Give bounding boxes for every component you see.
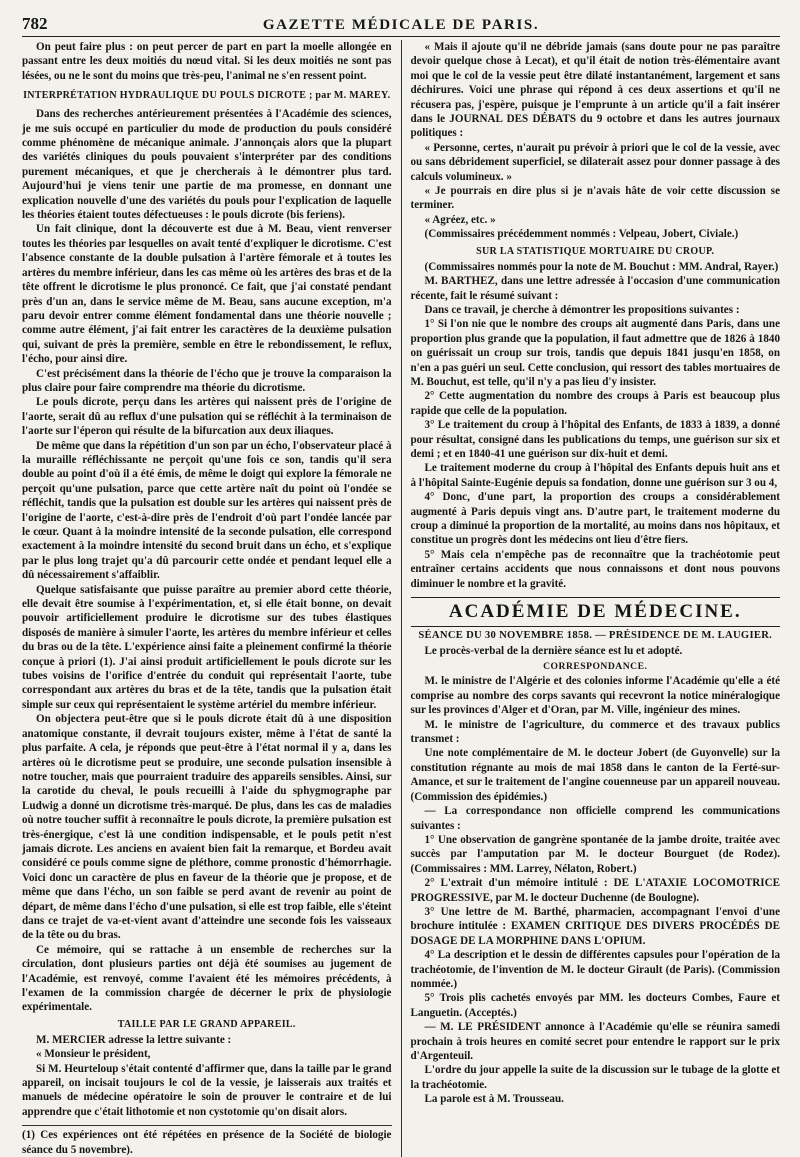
correspondance-item: 3° Une lettre de M. Barthé, pharmacien, accompagnant l'envoi d'une brochure intitulée : EXAMEN CRITIQUE DES DIVERS PROCÉDÉS DE DOSAGE DE LA MORPHINE DANS L'OPIUM.	[410, 905, 780, 947]
marey-paragraph: Ce mémoire, qui se rattache à un ensemble de recherches sur la circulation, dont plusieurs parties ont déjà été soumises au jugement de l'Académie, est renvoyé, comme l'avaient été les mémoires précédents, à l'examen de la commission chargée de décerner le prix de physiologie expérimentale.	[22, 943, 392, 1014]
croup-paragraph: 2° Cette augmentation du nombre des croups à Paris est beaucoup plus rapide que celle de la population.	[410, 390, 780, 417]
croup-paragraph: Le traitement moderne du croup à l'hôpital des Enfants depuis huit ans et à l'hôpital Sainte-Eugénie depuis sa fondation, donne une guérison sur 3 ou 4,	[410, 462, 780, 489]
correspondance-item: — M. LE PRÉSIDENT annonce à l'Académie qu'elle se réunira samedi prochain à trois heures en comité secret pour entendre le rapport sur le prix d'Argenteuil.	[410, 1021, 780, 1062]
two-columns	[22, 40, 780, 1157]
footnote	[22, 1125, 392, 1157]
intro-paragraph: On peut faire plus : on peut percer de part en part la moelle allongée en passant entre les deux moitiés du nœud vital. Si les deux moitiés ne sont pas lésées, ou ne le sont du moins que très-peu, l'animal ne s'en ressent point.	[22, 41, 392, 82]
croup-paragraph: Dans ce travail, je cherche à démontrer les propositions suivantes :	[424, 303, 740, 316]
correspondance-heading: CORRESPONDANCE.	[543, 661, 648, 673]
marey-paragraph: Quelque satisfaisante que puisse paraître au premier abord cette théorie, elle devait être soumise à l'expérimentation, et, si elle était bonne, on devait pouvoir artificiellement produire le dicrotisme sur des tubes élastiques disposés de manière à simuler l'aorte, les artères du membre inférieur et celles du bras ou de la tête. L'expérience ainsi faite a pleinement confirmé la théorie conçue à priori (1). J'ai ainsi produit artificiellement le pouls dicrote sur les tubes voisins de l'orifice d'entrée du conduit qui représentait l'aorte, tube correspondant aux artères du bras et de la tête, tandis que la pulsation était simple sur ceux qui représentaient le système artériel du membre inférieur.	[22, 583, 392, 711]
correspondance-item: La parole est à M. Trousseau.	[424, 1093, 564, 1106]
correspondance-item: 5° Trois plis cachetés envoyés par MM. les docteurs Combes, Faure et Languetin. (Acceptés.)	[410, 992, 780, 1019]
academy-heading: ACADÉMIE DE MÉDECINE.	[411, 597, 781, 627]
correspondance-item: 2° L'extrait d'un mémoire intitulé : DE L'ATAXIE LOCOMOTRICE PROGRESSIVE, par M. le docteur Duchenne (de Boulogne).	[410, 877, 780, 904]
article-title-taille: TAILLE PAR LE GRAND APPAREIL.	[117, 1018, 296, 1030]
croup-paragraph: 5° Mais cela n'empêche pas de reconnaître que la trachéotomie peut entraîner certains accidents que nous connaissons et dont nous pouvons diminuer le nombre et la gravité.	[410, 548, 780, 590]
marey-paragraph: De même que dans la répétition d'un son par un écho, l'observateur placé à la muraille réfléchissante ne perçoit qu'une fois ce son, tandis qu'il sera double au point d'où il a été émis, de même le doigt qui explore la fémorale ne perçoit qu'une pulsation, parce que cette artère naît du point où l'ondée se réfléchit, tandis que la pulsation est double sur les artères qui naissent près de l'origine de l'aorte, c'est-à-dire près de l'endroit d'où part l'ondée lancée par le cœur. Quant à la moindre intensité de la seconde pulsation, elle correspond exactement à la moindre intensité du second bruit dans un écho, et s'explique par le plus long trajet qu'a dû parcourir cette ondée et pendant lequel elle a dû nécessairement s'affaiblir.	[22, 439, 392, 582]
left-column	[22, 40, 402, 1157]
croup-paragraph: (Commissaires nommés pour la note de M. Bouchut : MM. Andral, Rayer.)	[424, 260, 779, 273]
page-number: 782	[22, 14, 48, 33]
seance-heading: SÉANCE DU 30 NOVEMBRE 1858. — PRÉSIDENCE DE M. LAUGIER.	[418, 630, 773, 642]
taille-paragraph: M. MERCIER adresse la lettre suivante :	[36, 1033, 232, 1046]
page-header	[22, 14, 780, 37]
correspondance-item: — La correspondance non officielle comprend les communications suivantes :	[410, 805, 780, 832]
correspondance-item: 1° Une observation de gangrène spontanée de la jambe droite, traitée avec succès par l'amputation par M. le docteur Bourguet (de Rodez). (Commissaires : MM. Larrey, Nélaton, Robert.)	[410, 833, 780, 875]
marey-paragraph: C'est précisément dans la théorie de l'écho que je trouve la comparaison la plus claire pour faire comprendre ma théorie du dicrotisme.	[22, 367, 392, 394]
croup-paragraph: 4° Donc, d'une part, la proportion des croups a considérablement augmenté à Paris depuis vingt ans. D'autre part, le traitement moderne du croup a diminué la proportion de la mortalité, au moins dans nos hôpitaux, et constitue un progrès dont les médecins ont lieu d'être fiers.	[410, 491, 780, 547]
croup-paragraph: 1° Si l'on nie que le nombre des croups ait augmenté dans Paris, dans une proportion plus grande que la population, il faut admettre que de 1826 à 1840 on guérissait un croup sur trois, tandis que depuis 1841 jusqu'en 1858, on n'en a pas guéri un seul. Cette conclusion, qui ressort des tables mortuaires de M. Bouchut, est telle, qu'il n'y a pas lieu d'y insister.	[410, 318, 780, 388]
correspondance-item: 4° La description et le dessin de différentes capsules pour l'opération de la trachéotomie, de l'invention de M. le docteur Girault (de Paris). (Commission nommée.)	[410, 949, 780, 990]
article-title-marey: INTERPRÉTATION HYDRAULIQUE DU POULS DICROTE ; par M. MAREY.	[23, 90, 391, 102]
footnote-text: (1) Ces expériences ont été répétées en présence de la Société de biologie séance du 5 novembre).	[22, 1129, 392, 1156]
correspondance-item: M. le ministre de l'Algérie et des colonies informe l'Académie qu'elle a été comprise au nombre des corps savants qui recevront la notice minéralogique sur les provinces d'Alger et d'Oran, par M. Ville, ingénieur des mines.	[410, 675, 780, 717]
taille-continued-paragraph: (Commissaires précédemment nommés : Velpeau, Jobert, Civiale.)	[424, 228, 739, 241]
correspondance-item: M. le ministre de l'agriculture, du commerce et des travaux publics transmet :	[410, 718, 780, 746]
croup-paragraph: 3° Le traitement du croup à l'hôpital des Enfants, de 1833 à 1839, a donné pour résultat, consigné dans les publications du temps, une guérison sur six et demi ; et en 1840-41 une guérison sur dix-huit et demi.	[410, 419, 780, 460]
correspondance-item: Une note complémentaire de M. le docteur Jobert (de Guyonvelle) sur la constitution régnante au mois de mai 1858 dans le canton de la Ferté-sur-Amance, et sur le traitement de l'angine couenneuse par un appareil nouveau. (Commission des épidémies.)	[410, 747, 780, 803]
croup-paragraph: M. BARTHEZ, dans une lettre adressée à l'occasion d'une communication récente, fait le résumé suivant :	[410, 275, 780, 302]
taille-continued-paragraph: « Agréez, etc. »	[424, 213, 496, 226]
taille-paragraph: « Monsieur le président,	[36, 1048, 151, 1061]
marey-paragraph: On objectera peut-être que si le pouls dicrote était dû à une disposition anatomique constante, il devrait toujours exister, même à l'état de santé la plus parfaite. A cela, je réponds que peut-être à l'état normal il y a, dans les artères où le dicrotisme peut se produire, une seconde pulsation insensible à notre toucher, mais que pourraient traduire des appareils sensibles. Ainsi, sur la carotide du cheval, le pouls recueilli à l'aide du sphygmographe par Ludwig a donné un dicrotisme très-marqué. De plus, dans les cas de maladies où notre toucher suffit à reconnaître le pouls dicrote, la première pulsation est très-énergique, c'est là une condition indispensable, et le pouls petit n'est jamais dicrote. Les anciens en avaient bien fait la remarque, et Bordeu avait considéré ce pouls comme signe de pléthore, comme pronostic d'hémorrhagie. Voici donc un caractère de plus en faveur de la théorie que je propose, et de même que dans l'écho, un son faible se perd avant de revenir au point de départ, de même dans l'écho d'une pulsation, si elle est trop faible, elle s'éteint dans ce trajet de va-et-vient avant d'atteindre une seconde fois les vaisseaux de la tête ou du bras.	[22, 713, 392, 942]
correspondance-item: L'ordre du jour appelle la suite de la discussion sur le tubage de la glotte et la trachéotomie.	[410, 1064, 780, 1091]
article-title-croup: SUR LA STATISTIQUE MORTUAIRE DU CROUP.	[476, 245, 715, 257]
taille-paragraph: Si M. Heurteloup s'était contenté d'affirmer que, dans la taille par le grand appareil, on incisait toujours le col de la vessie, je laisserais aux traités et manuels de médecine opératoire le soin de prouver le contraire et de lui apprendre que c'était lithotomie et non cystotomie qu'on disait alors.	[22, 1062, 392, 1118]
marey-paragraph: Un fait clinique, dont la découverte est due à M. Beau, vient renverser toutes les théories par lesquelles on avait tenté d'expliquer le dicrotisme. C'est l'absence constante de la double pulsation à l'artère fémorale et à toutes les artères du membre inférieur, dans les cas même où les artères des bras et de la tête offrent le dicrotisme le plus prononcé. Ce fait, que j'ai constaté pendant près d'un an, dans le service même de M. Beau, sans aucune exception, m'a paru devoir entrer comme élément fondamental dans une théorie nouvelle ; comme autre élément, j'ai fait entrer les caractères de la deuxième pulsation qui, suivant de près la première, semble en être le rebondissement, le reflux, l'écho, pour ainsi dire.	[22, 223, 392, 366]
taille-continued-paragraph: « Personne, certes, n'aurait pu prévoir à priori que le col de la vessie, avec ou sans débridement superficiel, se dilaterait assez pour donner passage à des calculs volumineux. »	[410, 141, 780, 183]
taille-continued-paragraph: « Mais il ajoute qu'il ne débride jamais (sans doute pour ne pas paraître devoir quelque chose à Lecat), et qu'il était de notion très-élémentaire avant moi que le col de la vessie peut être dilaté instantanément, largement et sans déchirures. Voici une phrase qui répond à ces deux assertions et qu'il ne récusera pas, j'espère, puisque je l'emprunte à un article qu'il a fait insérer dans le JOURNAL DES DÉBATS du 9 octobre et dans les autres journaux politiques :	[410, 41, 780, 140]
taille-continued-paragraph: « Je pourrais en dire plus si je n'avais hâte de voir cette discussion se terminer.	[410, 185, 780, 212]
marey-paragraph: Dans des recherches antérieurement présentées à l'Académie des sciences, je me suis occupé en particulier du mode de production du pouls considéré comme phénomène de mécanique animale. J'annonçais alors que la plupart des variétés cliniques du pouls pouvaient s'interpréter par des conditions purement mécaniques, et que je chercherais à le démontrer plus tard. Aujourd'hui je viens tenir une partie de ma promesse, en donnant une explication nouvelle d'une des variétés du pouls pour l'explication de laquelle les théories étaient toutes défectueuses : le pouls dicrote (bis feriens).	[22, 108, 392, 222]
right-column	[402, 40, 781, 1157]
running-title: GAZETTE MÉDICALE DE PARIS.	[262, 17, 540, 33]
marey-paragraph: Le pouls dicrote, perçu dans les artères qui naissent près de l'origine de l'aorte, serait dû au reflux d'une pulsation qui se réfléchit à la terminaison de l'aorte sur l'éperon qui résulte de la bifurcation aux deux iliaques.	[22, 396, 392, 438]
proces-verbal: Le procès-verbal de la dernière séance est lu et adopté.	[424, 645, 683, 658]
